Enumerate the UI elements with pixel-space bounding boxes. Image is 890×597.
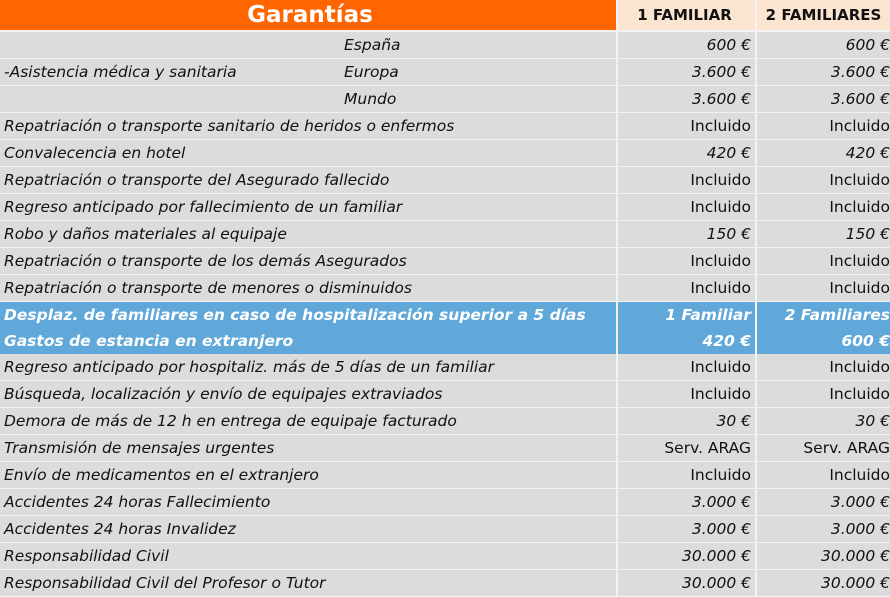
value-2-familiares: 3.000 €: [756, 489, 890, 516]
value-1-familiar: 3.600 €: [617, 59, 756, 86]
value-2-familiares: Incluido: [756, 194, 890, 221]
value-1-familiar: Incluido: [617, 113, 756, 140]
value-2-familiares: Serv. ARAG: [756, 435, 890, 462]
zone-label: España: [344, 36, 401, 54]
row-label: [0, 86, 617, 113]
row-label: Convalecencia en hotel: [0, 140, 617, 167]
table-row: [0, 354, 890, 381]
table-title: Garantías: [0, 0, 617, 31]
medical-assistance-label: -Asistencia médica y sanitaria: [4, 63, 237, 81]
value-2-familiares: Incluido: [756, 167, 890, 194]
value-2-familiares: 600 €: [756, 328, 890, 354]
value-1-familiar: Incluido: [617, 275, 756, 302]
value-1-familiar: Incluido: [617, 354, 756, 381]
table-row: [0, 408, 890, 435]
value-1-familiar: 420 €: [617, 328, 756, 354]
row-label: Repatriación o transporte sanitario de heridos o enfermos: [0, 113, 617, 140]
row-label: Repatriación o transporte de los demás Asegurados: [0, 248, 617, 275]
value-2-familiares: 3.000 €: [756, 516, 890, 543]
table-header: [0, 0, 890, 31]
value-1-familiar: 30 €: [617, 408, 756, 435]
value-1-familiar: 1 Familiar: [617, 302, 756, 329]
value-2-familiares: 30 €: [756, 408, 890, 435]
row-label: Accidentes 24 horas Fallecimiento: [0, 489, 617, 516]
value-1-familiar: 3.600 €: [617, 86, 756, 113]
value-1-familiar: 3.000 €: [617, 489, 756, 516]
value-1-familiar: Serv. ARAG: [617, 435, 756, 462]
value-2-familiares: Incluido: [756, 381, 890, 408]
value-2-familiares: 2 Familiares: [756, 302, 890, 329]
highlight-row: [0, 302, 890, 329]
table-row: [0, 113, 890, 140]
table-row: [0, 167, 890, 194]
table-row: [0, 570, 890, 597]
row-label: Repatriación o transporte del Asegurado fallecido: [0, 167, 617, 194]
table-row: [0, 435, 890, 462]
table-row: [0, 140, 890, 167]
row-label: Regreso anticipado por hospitaliz. más de 5 días de un familiar: [0, 354, 617, 381]
table-row: [0, 31, 890, 59]
row-label: Repatriación o transporte de menores o disminuidos: [0, 275, 617, 302]
value-2-familiares: 30.000 €: [756, 570, 890, 597]
row-label: Regreso anticipado por fallecimiento de un familiar: [0, 194, 617, 221]
table-row: [0, 221, 890, 248]
value-2-familiares: 30.000 €: [756, 543, 890, 570]
table-row: [0, 462, 890, 489]
value-2-familiares: Incluido: [756, 248, 890, 275]
table-row: [0, 59, 890, 86]
value-1-familiar: 150 €: [617, 221, 756, 248]
table-row: [0, 86, 890, 113]
row-label: Responsabilidad Civil del Profesor o Tutor: [0, 570, 617, 597]
row-label: Responsabilidad Civil: [0, 543, 617, 570]
value-2-familiares: Incluido: [756, 113, 890, 140]
value-1-familiar: 600 €: [617, 31, 756, 59]
table-row: [0, 516, 890, 543]
column-header-2-familiares: 2 FAMILIARES: [756, 0, 890, 31]
zone-label: Mundo: [344, 90, 397, 108]
value-1-familiar: Incluido: [617, 194, 756, 221]
value-1-familiar: 3.000 €: [617, 516, 756, 543]
value-1-familiar: Incluido: [617, 381, 756, 408]
row-label: Robo y daños materiales al equipaje: [0, 221, 617, 248]
table-row: [0, 248, 890, 275]
row-label: Envío de medicamentos en el extranjero: [0, 462, 617, 489]
zone-label: Europa: [344, 63, 399, 81]
row-label: [0, 59, 617, 86]
table-row: [0, 381, 890, 408]
row-label: Transmisión de mensajes urgentes: [0, 435, 617, 462]
table-row: [0, 543, 890, 570]
row-label: Demora de más de 12 h en entrega de equipaje facturado: [0, 408, 617, 435]
value-2-familiares: 600 €: [756, 31, 890, 59]
value-2-familiares: 3.600 €: [756, 59, 890, 86]
value-2-familiares: 3.600 €: [756, 86, 890, 113]
value-2-familiares: Incluido: [756, 275, 890, 302]
row-label: [0, 31, 617, 59]
table-row: [0, 194, 890, 221]
value-2-familiares: 150 €: [756, 221, 890, 248]
value-2-familiares: 420 €: [756, 140, 890, 167]
column-header-1-familiar: 1 FAMILIAR: [617, 0, 756, 31]
row-label: Búsqueda, localización y envío de equipajes extraviados: [0, 381, 617, 408]
row-label: Desplaz. de familiares en caso de hospitalización superior a 5 días: [0, 302, 617, 329]
table-row: [0, 489, 890, 516]
highlight-row: [0, 328, 890, 354]
row-label: Gastos de estancia en extranjero: [0, 328, 617, 354]
value-1-familiar: 30.000 €: [617, 543, 756, 570]
value-1-familiar: 30.000 €: [617, 570, 756, 597]
value-1-familiar: 420 €: [617, 140, 756, 167]
value-2-familiares: Incluido: [756, 462, 890, 489]
value-1-familiar: Incluido: [617, 167, 756, 194]
table-row: [0, 275, 890, 302]
value-2-familiares: Incluido: [756, 354, 890, 381]
value-1-familiar: Incluido: [617, 248, 756, 275]
row-label: Accidentes 24 horas Invalidez: [0, 516, 617, 543]
value-1-familiar: Incluido: [617, 462, 756, 489]
